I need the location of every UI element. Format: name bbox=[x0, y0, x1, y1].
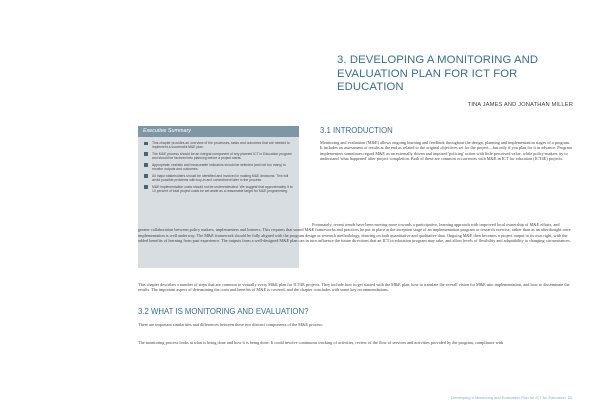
section-heading-introduction: 3.1 INTRODUCTION bbox=[320, 126, 393, 135]
summary-bullet: Appropriate, realistic and measurable indicators should be selected (and not too many) to monitor outputs and outcomes. bbox=[144, 163, 293, 171]
intro-paragraph-1: Monitoring and evaluation (M&E) allows ongoing learning and feedback throughout the design, planning and implementation stages of a program. It includes an assessment of results at the end as related to the original objectives set for the project—but only if you plan for it in advance. Program implementers sometimes regard M&E as an externally driven and imposed 'policing' action with little perceived value, while policy-makers try to understand 'what happened' after project completion. Both of these are common occurrences with M&E in ICT for education (ICT4E) projects. bbox=[320, 140, 572, 162]
intro-paragraph-3: This chapter describes a number of steps that are common to virtually every M&E plan for ICT4E projects. They include how to get started with the M&E plan, how to translate the overall vision for M&E into implementation, and how to disseminate the results. The important aspect of determining the costs and benefits of M&E is covered, and the chapter concludes with some key recommendations. bbox=[138, 282, 570, 293]
section-heading-what-is-me: 3.2 WHAT IS MONITORING AND EVALUATION? bbox=[138, 307, 309, 316]
page-footer bbox=[412, 395, 572, 400]
executive-summary-heading: Executive Summary bbox=[138, 126, 299, 137]
summary-bullet: M&E implementation costs should not be underestimated. We suggest that approximately 5 to 10 percent of total project costs be set aside as a reasonable target for M&E programming. bbox=[144, 185, 293, 193]
summary-bullet: The M&E process should be an integral component of any planned ICT in Education program and should be factored into planning before a project starts. bbox=[144, 152, 293, 160]
intro-paragraph-2: Fortunately, recent trends have been moving more towards a participative, learning approach with improved local ownership of M&E efforts, and greater collaboration between policy makers, implementers and learners. This requires that sound M&E frameworks and practices be put in place at the inception stage of an implementation program or research exercise, rather than as an afterthought once implementation is well underway. The M&E framework should be fully aligned with the program design or research methodology, drawing on both quantitative and qualitative data. Ongoing M&E then becomes a project output in its own right, with the added benefits of learning from past experience. The outputs from a well-designed M&E plan can in turn influence the future directions that an ICT in education program may take, and allow levels of flexibility and adaptability to changing circumstances. bbox=[138, 222, 571, 244]
what-paragraph-2: The monitoring process looks at what is being done and how it is being done. It could involve continuous tracking of activities, review of the flow of services and activities provided by the program, compliance with bbox=[138, 340, 504, 345]
what-paragraph-1: There are important similarities and differences between these two distinct components of the M&E process: bbox=[138, 322, 323, 327]
summary-bullet: All major stakeholders should be identified and involved in making M&E decisions. This will avoid possible problems with buy-in and commitment later in the process. bbox=[144, 174, 293, 182]
footer-title: Developing a Monitoring and Evaluation Plan for ICT for Education bbox=[451, 395, 566, 400]
chapter-authors: TINA JAMES AND JONATHAN MILLER bbox=[467, 102, 573, 108]
page-number: 21 bbox=[567, 395, 572, 400]
executive-summary-list bbox=[138, 141, 299, 193]
executive-summary-box bbox=[138, 126, 299, 268]
summary-bullet: This chapter provides an overview of the processes, tasks and outcomes that are needed to implement a successful M&E plan. bbox=[144, 141, 293, 149]
chapter-title: 3. DEVELOPING A MONITORING AND EVALUATION PLAN FOR ICT FOR EDUCATION bbox=[337, 54, 539, 93]
